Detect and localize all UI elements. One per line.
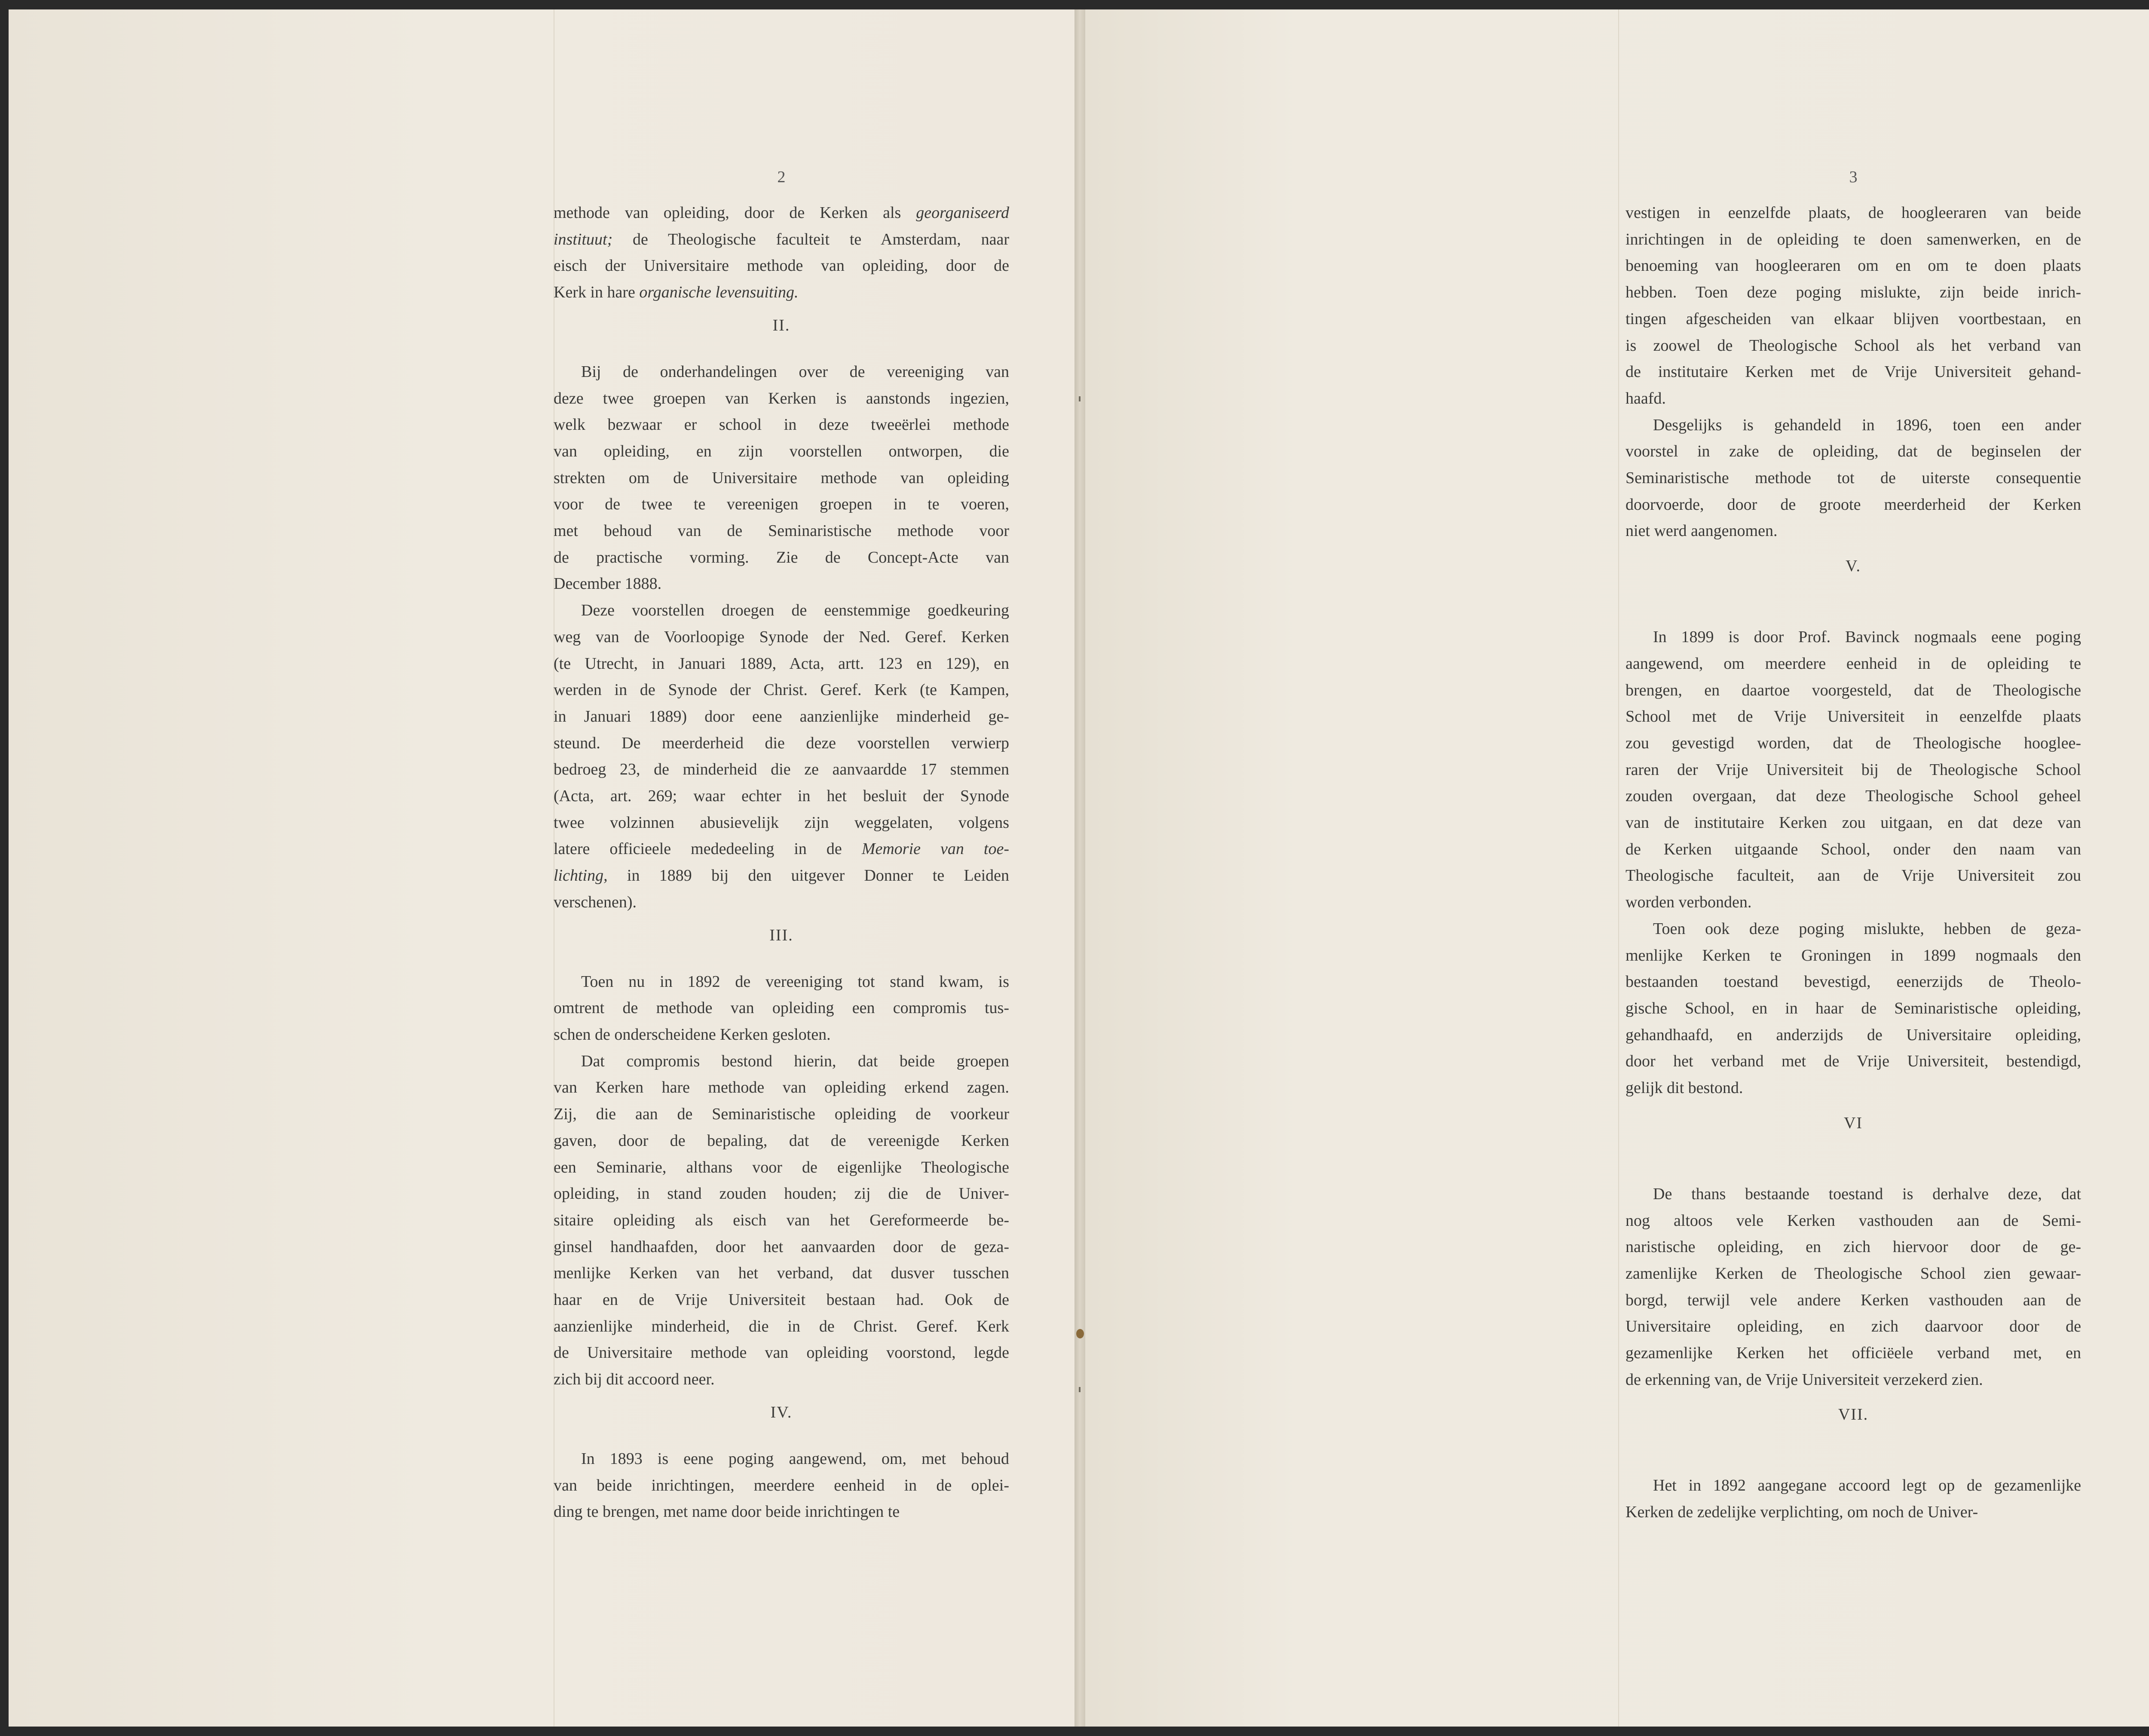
section-heading: III. — [769, 926, 793, 944]
text-line: strekten om de Universitaire methode van opleiding — [554, 468, 1009, 487]
section-heading: VII. — [1838, 1405, 1869, 1424]
text-line: Kerk in hare organische levensuiting. — [554, 283, 799, 302]
text-line: De thans bestaande toestand is derhalve deze, dat — [1653, 1185, 2081, 1203]
text-line: Desgelijks is gehandeld in 1896, toen een ander — [1653, 416, 2081, 434]
text-line: de erkenning van, de Vrije Universiteit verzekerd zien. — [1626, 1370, 1983, 1389]
text-line: menlijke Kerken te Groningen in 1899 nogmaals den — [1626, 946, 2081, 964]
binding-mark — [1079, 1387, 1081, 1392]
text-line: zich bij dit accoord neer. — [554, 1370, 715, 1389]
binding-mark — [1079, 396, 1081, 401]
section-heading: IV. — [770, 1403, 793, 1421]
text-line: van Kerken hare methode van opleiding erkend zagen. — [554, 1078, 1009, 1097]
text-line: gische School, en in haar de Seminaristische opleiding, — [1626, 999, 2081, 1017]
text-line: zou gevestigd worden, dat de Theologische hooglee- — [1626, 734, 2081, 752]
left-intro — [554, 200, 1009, 306]
text-line: ginsel handhaafden, door het aanvaarden door de geza- — [554, 1237, 1009, 1256]
text-line: haar en de Vrije Universiteit bestaan had. Ook de — [554, 1291, 1009, 1309]
left-sections — [554, 306, 1009, 1525]
text-line: de institutaire Kerken met de Vrije Universiteit gehand- — [1626, 363, 2081, 381]
text-line: inrichtingen in de opleiding te doen samenwerken, en de — [1626, 230, 2081, 248]
text-line: Dat compromis bestond hierin, dat beide groepen — [581, 1052, 1009, 1070]
text-line: sitaire opleiding als eisch van het Gereformeerde be- — [554, 1211, 1009, 1229]
text-line: Theologische faculteit, aan de Vrije Universiteit zou — [1626, 866, 2081, 885]
text-line: in Januari 1889) door eene aanzienlijke minderheid ge- — [554, 707, 1009, 726]
text-line: brengen, en daartoe voorgesteld, dat de Theologische — [1626, 681, 2081, 699]
text-line: van opleiding, en zijn voorstellen ontworpen, die — [554, 442, 1009, 460]
text-line: door het verband met de Vrije Universiteit, bestendigd, — [1626, 1052, 2081, 1071]
text-line: weg van de Voorloopige Synode der Ned. Geref. Kerken — [554, 628, 1009, 646]
page-number: 2 — [777, 168, 786, 186]
text-line: Universitaire opleiding, en zich daarvoor door de — [1626, 1317, 2081, 1336]
text-line: tingen afgescheiden van elkaar blijven voortbestaan, en — [1626, 309, 2081, 328]
text-line: lichting, in 1889 bij den uitgever Donner te Leiden — [554, 866, 1009, 885]
text-line: Seminaristische methode tot de uiterste consequentie — [1626, 469, 2081, 487]
text-line: van de institutaire Kerken zou uitgaan, en dat deze van — [1626, 814, 2081, 832]
section-body — [1626, 624, 2081, 1102]
text-line: haafd. — [1626, 389, 1666, 407]
text-line: raren der Vrije Universiteit bij de Theologische School — [1626, 760, 2081, 779]
text-line: instituut; de Theologische faculteit te Amsterdam, naar — [554, 230, 1009, 248]
scanned-spread — [9, 9, 2149, 1727]
text-line: hebben. Toen deze poging mislukte, zijn beide inrich- — [1626, 283, 2081, 302]
section-heading: II. — [772, 316, 790, 334]
text-line: naristische opleiding, en zich hiervoor door de ge- — [1626, 1238, 2081, 1256]
text-line: gezamenlijke Kerken het officiëele verband met, en — [1626, 1344, 2081, 1362]
text-line: gehandhaafd, en anderzijds de Universitaire opleiding, — [1626, 1026, 2081, 1044]
fold-line-right — [1618, 9, 1619, 1727]
text-line: Het in 1892 aangegane accoord legt op de gezamenlijke — [1653, 1476, 2081, 1495]
text-line: verschenen). — [554, 893, 637, 911]
text-line: December 1888. — [554, 575, 662, 593]
section-body — [1626, 1181, 2081, 1393]
text-line: latere officieele mededeeling in de Memorie van toe- — [554, 840, 1009, 858]
text-line: ding te brengen, met name door beide inrichtingen te — [554, 1503, 900, 1521]
text-line: Toen ook deze poging mislukte, hebben de geza- — [1653, 919, 2081, 938]
text-line: bestaanden toestand bevestigd, eenerzijds de Theolo- — [1626, 973, 2081, 991]
text-line: School met de Vrije Universiteit in eenzelfde plaats — [1626, 707, 2081, 726]
text-line: vestigen in eenzelfde plaats, de hoogleeraren van beide — [1626, 204, 2081, 222]
text-line: aangewend, om meerdere eenheid in de opleiding te — [1626, 654, 2081, 673]
section-heading: V. — [1845, 557, 1861, 576]
text-line: In 1899 is door Prof. Bavinck nogmaals eene poging — [1653, 628, 2081, 646]
text-line: nog altoos vele Kerken vasthouden aan de Semi- — [1626, 1211, 2081, 1230]
section-heading: VI — [1843, 1114, 1863, 1132]
text-line: In 1893 is eene poging aangewend, om, met behoud — [581, 1449, 1009, 1468]
text-line: omtrent de methode van opleiding een compromis tus- — [554, 999, 1009, 1017]
text-line: aanzienlijke minderheid, die in de Christ. Geref. Kerk — [554, 1317, 1009, 1335]
binding-gutter — [1074, 9, 1085, 1727]
text-line: een Seminarie, althans voor de eigenlijke Theologische — [554, 1158, 1009, 1176]
text-line: deze twee groepen van Kerken is aanstonds ingezien, — [554, 389, 1009, 407]
text-line: gelijk dit bestond. — [1626, 1079, 1743, 1097]
text-line: van beide inrichtingen, meerdere eenheid in de oplei- — [554, 1476, 1009, 1494]
text-line: met behoud van de Seminaristische methode voor — [554, 522, 1009, 540]
text-line: is zoowel de Theologische School als het verband van — [1626, 336, 2081, 355]
text-line: voor de twee te vereenigen groepen in te voeren, — [554, 495, 1009, 514]
text-line: borgd, terwijl vele andere Kerken vasthouden aan de — [1626, 1291, 2081, 1309]
text-line: werden in de Synode der Christ. Geref. Kerk (te Kampen, — [554, 681, 1009, 699]
text-line: niet werd aangenomen. — [1626, 522, 1778, 540]
section-body — [1626, 1473, 2081, 1525]
text-line: bedroeg 23, de minderheid die ze aanvaardde 17 stemmen — [554, 760, 1009, 779]
text-line: methode van opleiding, door de Kerken als georganiseerd — [554, 204, 1009, 222]
left-page-text — [554, 162, 1009, 1525]
text-line: (te Utrecht, in Januari 1889, Acta, artt. 123 en 129), en — [554, 654, 1009, 673]
right-intro — [1626, 200, 2081, 545]
text-line: schen de onderscheidene Kerken gesloten. — [554, 1025, 831, 1044]
text-line: zamenlijke Kerken de Theologische School zien gewaar- — [1626, 1264, 2081, 1283]
text-line: welk bezwaar er school in deze tweeërlei methode — [554, 416, 1009, 434]
text-line: twee volzinnen abusievelijk zijn weggelaten, volgens — [554, 813, 1009, 832]
text-line: de Universitaire methode van opleiding voorstond, legde — [554, 1344, 1009, 1362]
text-line: opleiding, in stand zouden houden; zij die de Univer- — [554, 1185, 1009, 1203]
text-line: zouden overgaan, dat deze Theologische School geheel — [1626, 787, 2081, 805]
text-line: Toen nu in 1892 de vereeniging tot stand kwam, is — [581, 972, 1009, 991]
text-line: (Acta, art. 269; waar echter in het besluit der Synode — [554, 787, 1009, 805]
text-line: Kerken de zedelijke verplichting, om noch de Univer- — [1626, 1503, 1978, 1522]
text-line: Bij de onderhandelingen over de vereeniging van — [581, 362, 1009, 381]
text-line: menlijke Kerken van het verband, dat dusver tusschen — [554, 1264, 1009, 1283]
text-line: gaven, door de bepaling, dat de vereenigde Kerken — [554, 1131, 1009, 1150]
text-line: doorvoerde, door de groote meerderheid der Kerken — [1626, 495, 2081, 514]
text-line: de Kerken uitgaande School, onder den naam van — [1626, 840, 2081, 858]
text-line: eisch der Universitaire methode van opleiding, door de — [554, 257, 1009, 275]
text-line: de practische vorming. Zie de Concept-Acte van — [554, 548, 1009, 566]
text-line: Deze voorstellen droegen de eenstemmige goedkeuring — [581, 601, 1009, 620]
text-line: voorstel in zake de opleiding, dat de beginselen der — [1626, 442, 2081, 461]
text-line: benoeming van hoogleeraren om en om te doen plaats — [1626, 257, 2081, 275]
section-body — [554, 969, 1009, 1393]
binding-staple — [1076, 1329, 1084, 1338]
text-line: steund. De meerderheid die deze voorstellen verwierp — [554, 734, 1009, 752]
page-number: 3 — [1849, 168, 1858, 186]
text-line: worden verbonden. — [1626, 893, 1752, 912]
section-body — [554, 1446, 1009, 1525]
right-page-text — [1626, 162, 2081, 1526]
right-sections — [1626, 545, 2081, 1526]
text-line: Zij, die aan de Seminaristische opleiding de voorkeur — [554, 1105, 1009, 1124]
section-body — [554, 359, 1009, 916]
